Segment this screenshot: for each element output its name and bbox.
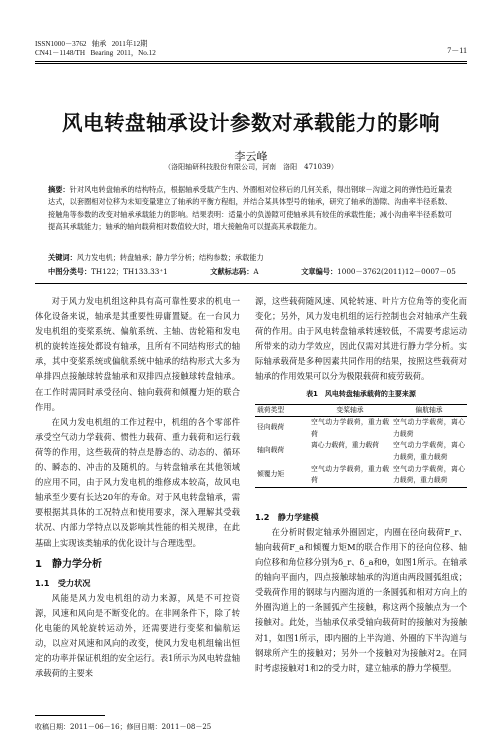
subsection-1-2-heading: 1.2 静力学建模 <box>255 511 319 522</box>
abstract <box>48 184 452 234</box>
table-cell: 空气动力学载荷，离心力载荷，重力载荷 <box>393 441 465 462</box>
left-paragraph-2: 在风力发电机组的工作过程中，机组的各个零部件承受空气动力学载荷、惯性力载荷、重力载荷和运行载荷等的作用，这些载荷的特点是静态的、动态的、循环的、瞬态的、冲击的及随机的。与转盘轴承在其他领域的应用不同，由于风力发电机的维修成本较高，故风电轴承至少要有长达20年的寿命。对于风电转盘轴承，需要根据其具体的工况特点和使用要求，深入理解其受载状况、内部力学特点以及影响其性能的相关规律，在此基础上实现该类轴承的优化设计与合理选型。 <box>35 416 240 548</box>
affiliation: （洛阳轴研科技股份有限公司，河南 洛阳 471039） <box>164 163 338 171</box>
header-rule-thin <box>35 63 467 64</box>
left-paragraph-3: 风能是风力发电机组的动力来源，风是不可控资源，风速和风向是不断变化的。在非网条件下，除了转化电能的风轮旋转运动外，还需要进行变桨和偏航运动，以应对风速和风向的改变，使风力发电机组输出恒定的功率并保证机组的安全运行。表1所示为风电转盘轴承载荷的主要来 <box>35 592 240 679</box>
footnote: 收稿日期：2011－06－16；修回日期：2011－08－25 <box>35 723 212 731</box>
keywords-text: 风力发电机；转盘轴承；静力学分析；结构参数；承载能力 <box>76 253 264 262</box>
right-column <box>255 294 467 676</box>
right-paragraph-2: 在分析时假定轴承外圈固定，内圈在径向载荷F_r、轴向载荷F_a和倾覆力矩M的联合作用下的径向位移、轴向位移和角位移分别为δ_r、δ_a和θ，如图1所示。在轴承的轴向平面内，四点接触球轴承的沟道由两段圆弧组成；受载荷作用的钢球与内圈沟道的一条圆弧和相对方向上的外圈沟道上的一条圆弧产生接触，称这两个接触点为一个接触对。此处，当轴承仅承受轴向载荷时的接触对为接触对1，如图1所示，即内圈的上半沟道、外圈的下半沟道与钢球所产生的接触对；另外一个接触对为接触对2。在同时考虑接触对1和2的受力时，建立轴承的静力学模型。 <box>255 526 467 673</box>
cn-number: CN41－1148/TH <box>35 49 86 57</box>
left-paragraph-1: 对于风力发电机组这种具有高可靠性要求的机电一体化设备来说，轴承是其重要性毋庸置疑。在一台风力发电机组的变桨系统、偏航系统、主轴、齿轮箱和发电机的旋转连接处都设有轴承，且所有不同结构形式的轴承，其中变桨系统或偏航系统中轴承的结构形式大多为单排四点接触球转盘轴承和双排四点接触球转盘轴承。在工作时需同时承受径向、轴向载荷和倾覆力矩的联合作用。 <box>35 296 240 412</box>
title-block-rule <box>35 283 467 284</box>
right-paragraph-1: 源，这些载荷随风速、风轮转速、叶片方位角等的变化而变化；另外，风力发电机组的运行控制也会对轴承产生载荷的作用。由于风电转盘轴承转速较低，不需要考虑运动所带来的动力学效应，因此仅需对其进行静力学分析。实际轴承载荷是多种因素共同作用的结果，按照这些载荷对轴承的作用效果可以分为极限载荷和疲劳载荷。 <box>255 296 467 382</box>
table-cell: 空气动力学载荷，离心力载荷，重力载荷 <box>393 464 465 485</box>
article-id-value: 1000－3762(2011)12－0007－05 <box>337 267 456 276</box>
table-cell: 径向载荷 <box>257 423 285 432</box>
left-column <box>35 294 240 681</box>
journal-cn: 轴承 <box>91 40 107 48</box>
clc-label: 中图分类号： <box>48 267 92 276</box>
abstract-label: 摘要： <box>48 185 70 194</box>
table-caption: 表1 风电转盘轴承载荷的主要来源 <box>306 389 416 398</box>
header-left <box>35 40 156 58</box>
abstract-text: 针对风电转盘轴承的结构特点，根据轴承受载产生内、外圈相对位移后的几何关系，得出钢球－沟道之间的弹性趋近量表达式，以套圈相对位移为未知变量建立了轴承的平衡方程组，并结合某具体型号的轴承，研究了轴承的游隙、沟曲率半径系数、接触角等参数的改变对轴承承载能力的影响。结果表明：适量小的负游隙可使轴承具有较佳的承载性能；减小沟曲率半径系数可提高其承载能力；轴承的轴向载荷相对数值较大时，增大接触角可以提高其承载能力。 <box>48 185 452 232</box>
table-row <box>255 440 467 463</box>
table-cell: 空气动力学载荷，离心力载荷 <box>393 418 465 438</box>
header-rule <box>35 61 467 62</box>
table-cell: 空气动力学载荷，重力载荷 <box>311 464 389 485</box>
table-cell: 离心力载荷，重力载荷 <box>311 441 379 450</box>
keywords-label: 关键词： <box>48 253 77 262</box>
doc-label: 文献标志码： <box>210 267 254 276</box>
footnote-rule <box>35 715 105 716</box>
table-cell: 轴向载荷 <box>257 446 285 455</box>
classification <box>48 267 468 277</box>
table-row <box>255 417 467 441</box>
table-cell: 空气动力学载荷，重力载荷 <box>311 418 389 438</box>
table-row <box>255 464 467 488</box>
table-header-cell: 变桨轴承 <box>336 405 364 414</box>
date-en: 2011，No.12 <box>116 49 156 57</box>
doc-value: A <box>253 267 259 276</box>
section-1-heading: 1 静力学分析 <box>35 558 102 570</box>
clc-value: TH122；TH133.33⁺1 <box>91 267 168 276</box>
journal-en: Bearing <box>90 49 114 57</box>
paper-title: 风电转盘轴承设计参数对承载能力的影响 <box>62 111 440 135</box>
issn: ISSN1000－3762 <box>35 40 87 48</box>
author: 李云峰 <box>234 150 268 163</box>
table-header-cell: 载荷类型 <box>257 405 285 414</box>
page-range: 7－11 <box>447 46 467 55</box>
keywords <box>48 253 452 263</box>
table-header-cell: 偏航轴承 <box>415 405 443 414</box>
load-source-table <box>255 404 467 488</box>
table-header-row <box>255 404 467 417</box>
subsection-1-1-heading: 1.1 受力状况 <box>35 577 91 588</box>
date-cn: 2011年12期 <box>111 40 148 48</box>
article-id-label: 文章编号： <box>301 267 338 276</box>
table-cell: 倾覆力矩 <box>257 469 285 478</box>
